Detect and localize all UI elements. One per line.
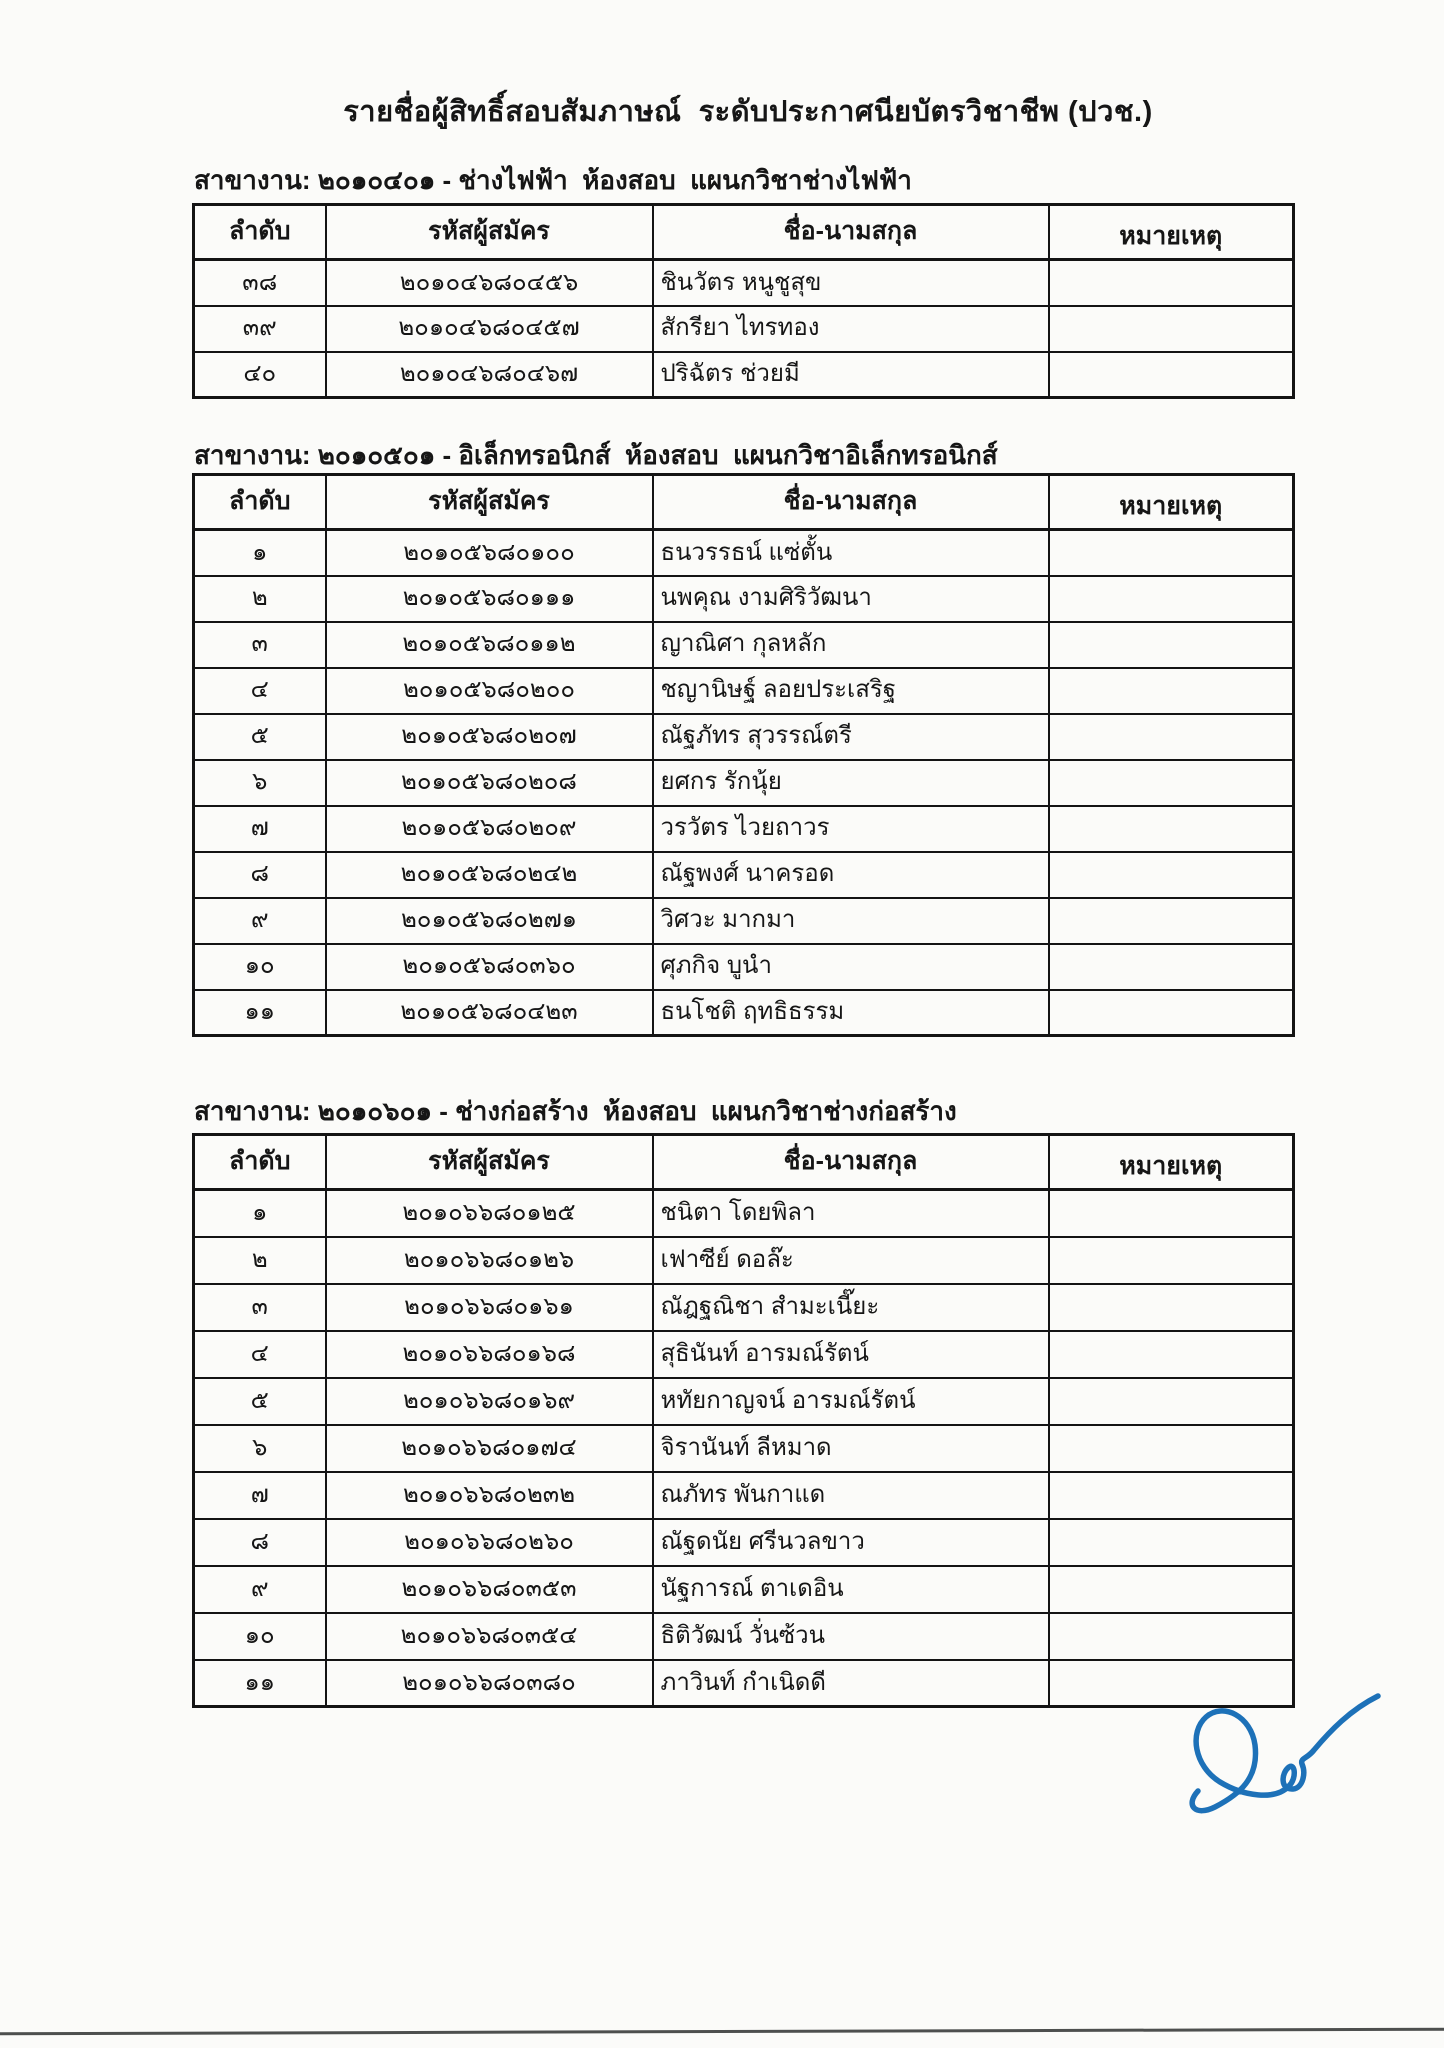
table-row: [194, 990, 1294, 1036]
row-name: สุธินันท์ อารมณ์รัตน์: [653, 1331, 1049, 1378]
table-row: [194, 806, 1294, 852]
row-no: ๓๙: [194, 306, 326, 352]
row-note: [1049, 898, 1294, 944]
table-row: [194, 530, 1294, 576]
row-code: ๒๐๑๐๖๖๘๐๑๖๘: [326, 1331, 653, 1378]
row-note: [1049, 1425, 1294, 1472]
header-row: [194, 1135, 1294, 1190]
row-name: ชนิตา โดยพิลา: [653, 1190, 1049, 1237]
section-construction: [192, 1096, 1294, 1708]
row-no: ๒: [194, 576, 326, 622]
row-note: [1049, 1378, 1294, 1425]
row-name: ธนวรรธน์ แซ่ตั้น: [653, 530, 1049, 576]
row-name: วรวัตร ไวยถาวร: [653, 806, 1049, 852]
row-name: ศุภกิจ บูนำ: [653, 944, 1049, 990]
row-name: ณภัทร พันกาแด: [653, 1472, 1049, 1519]
row-code: ๒๐๑๐๖๖๘๐๑๗๔: [326, 1425, 653, 1472]
row-name: ธนโชติ ฤทธิธรรม: [653, 990, 1049, 1036]
row-no: ๑๑: [194, 990, 326, 1036]
table-row: [194, 1284, 1294, 1331]
roster-table-electrical: [192, 203, 1295, 399]
row-note: [1049, 352, 1294, 398]
row-name: จิรานันท์ ลีหมาด: [653, 1425, 1049, 1472]
row-no: ๘: [194, 1519, 326, 1566]
row-note: [1049, 1472, 1294, 1519]
row-no: ๖: [194, 1425, 326, 1472]
table-row: [194, 1566, 1294, 1613]
row-no: ๗: [194, 1472, 326, 1519]
col-header-name: ชื่อ-นามสกุล: [653, 205, 1049, 260]
row-no: ๔: [194, 668, 326, 714]
col-header-code: รหัสผู้สมัคร: [326, 1135, 653, 1190]
row-note: [1049, 1519, 1294, 1566]
row-name: ณัฎฐณิชา สำมะเนี๊ยะ: [653, 1284, 1049, 1331]
row-no: ๓: [194, 622, 326, 668]
row-no: ๕: [194, 714, 326, 760]
row-code: ๒๐๑๐๕๖๘๐๑๑๒: [326, 622, 653, 668]
row-code: ๒๐๑๐๕๖๘๐๑๑๑: [326, 576, 653, 622]
row-no: ๕: [194, 1378, 326, 1425]
col-header-note: หมายเหตุ: [1049, 205, 1294, 260]
row-note: [1049, 260, 1294, 306]
row-code: ๒๐๑๐๔๖๘๐๔๕๖: [326, 260, 653, 306]
row-note: [1049, 1190, 1294, 1237]
row-note: [1049, 530, 1294, 576]
row-note: [1049, 668, 1294, 714]
row-code: ๒๐๑๐๕๖๘๐๒๗๑: [326, 898, 653, 944]
row-name: ชญานิษฐ์ ลอยประเสริฐ: [653, 668, 1049, 714]
row-no: ๗: [194, 806, 326, 852]
row-no: ๙: [194, 1566, 326, 1613]
row-code: ๒๐๑๐๖๖๘๐๒๖๐: [326, 1519, 653, 1566]
row-note: [1049, 1660, 1294, 1707]
row-name: นพคุณ งามศิริวัฒนา: [653, 576, 1049, 622]
row-code: ๒๐๑๐๖๖๘๐๓๘๐: [326, 1660, 653, 1707]
row-code: ๒๐๑๐๕๖๘๐๒๐๘: [326, 760, 653, 806]
row-code: ๒๐๑๐๕๖๘๐๒๐๐: [326, 668, 653, 714]
row-name: ญาณิศา กุลหลัก: [653, 622, 1049, 668]
col-header-no: ลำดับ: [194, 1135, 326, 1190]
row-no: ๖: [194, 760, 326, 806]
table-row: [194, 1331, 1294, 1378]
table-row: [194, 576, 1294, 622]
table-row: [194, 760, 1294, 806]
row-code: ๒๐๑๐๕๖๘๐๒๐๙: [326, 806, 653, 852]
row-no: ๘: [194, 852, 326, 898]
row-note: [1049, 1613, 1294, 1660]
row-note: [1049, 1566, 1294, 1613]
table-row: [194, 1519, 1294, 1566]
row-code: ๒๐๑๐๖๖๘๐๒๓๒: [326, 1472, 653, 1519]
table-row: [194, 944, 1294, 990]
row-name: ณัฐดนัย ศรีนวลขาว: [653, 1519, 1049, 1566]
row-code: ๒๐๑๐๕๖๘๐๒๐๗: [326, 714, 653, 760]
roster-table-electronics: [192, 473, 1295, 1037]
col-header-note: หมายเหตุ: [1049, 1135, 1294, 1190]
row-no: ๙: [194, 898, 326, 944]
table-row: [194, 260, 1294, 306]
header-row: [194, 475, 1294, 530]
row-note: [1049, 714, 1294, 760]
row-code: ๒๐๑๐๖๖๘๐๓๕๓: [326, 1566, 653, 1613]
table-row: [194, 1378, 1294, 1425]
row-name: ยศกร รักนุ้ย: [653, 760, 1049, 806]
row-note: [1049, 852, 1294, 898]
row-name: เฟาซีย์ ดอล๊ะ: [653, 1237, 1049, 1284]
row-no: ๑๐: [194, 1613, 326, 1660]
row-note: [1049, 306, 1294, 352]
table-row: [194, 1660, 1294, 1707]
roster-table-construction: [192, 1133, 1295, 1708]
row-code: ๒๐๑๐๕๖๘๐๒๔๒: [326, 852, 653, 898]
row-note: [1049, 622, 1294, 668]
section-electronics: [192, 440, 1294, 1037]
col-header-no: ลำดับ: [194, 475, 326, 530]
row-name: ณัฐภัทร สุวรรณ์ตรี: [653, 714, 1049, 760]
section-label-construction: สาขางาน: ๒๐๑๐๖๐๑ - ช่างก่อสร้าง ห้องสอบ แผนกวิชาช่างก่อสร้าง: [194, 1096, 957, 1126]
table-row: [194, 898, 1294, 944]
table-row: [194, 852, 1294, 898]
row-note: [1049, 1331, 1294, 1378]
table-row: [194, 352, 1294, 398]
table-row: [194, 306, 1294, 352]
row-no: ๓๘: [194, 260, 326, 306]
col-header-no: ลำดับ: [194, 205, 326, 260]
section-electrical: [192, 165, 1294, 399]
row-no: ๑: [194, 1190, 326, 1237]
row-name: ธิติวัฒน์ วั่นซ้วน: [653, 1613, 1049, 1660]
row-no: ๒: [194, 1237, 326, 1284]
row-note: [1049, 760, 1294, 806]
row-code: ๒๐๑๐๔๖๘๐๔๖๗: [326, 352, 653, 398]
table-row: [194, 1190, 1294, 1237]
row-note: [1049, 806, 1294, 852]
col-header-note: หมายเหตุ: [1049, 475, 1294, 530]
row-code: ๒๐๑๐๖๖๘๐๓๕๔: [326, 1613, 653, 1660]
row-name: ชินวัตร หนูชูสุข: [653, 260, 1049, 306]
col-header-name: ชื่อ-นามสกุล: [653, 1135, 1049, 1190]
row-note: [1049, 990, 1294, 1036]
table-row: [194, 1472, 1294, 1519]
col-header-name: ชื่อ-นามสกุล: [653, 475, 1049, 530]
table-row: [194, 1613, 1294, 1660]
row-note: [1049, 1237, 1294, 1284]
row-name: หทัยกาญจน์ อารมณ์รัตน์: [653, 1378, 1049, 1425]
row-code: ๒๐๑๐๔๖๘๐๔๕๗: [326, 306, 653, 352]
col-header-code: รหัสผู้สมัคร: [326, 205, 653, 260]
row-note: [1049, 1284, 1294, 1331]
row-name: วิศวะ มากมา: [653, 898, 1049, 944]
row-no: ๔: [194, 1331, 326, 1378]
row-name: สักรียา ไทรทอง: [653, 306, 1049, 352]
row-code: ๒๐๑๐๕๖๘๐๓๖๐: [326, 944, 653, 990]
row-name: ณัฐพงศ์ นาครอด: [653, 852, 1049, 898]
row-no: ๑: [194, 530, 326, 576]
row-name: นัฐการณ์ ตาเดอิน: [653, 1566, 1049, 1613]
table-row: [194, 1237, 1294, 1284]
section-label-electronics: สาขางาน: ๒๐๑๐๕๐๑ - อิเล็กทรอนิกส์ ห้องสอบ แผนกวิชาอิเล็กทรอนิกส์: [194, 440, 998, 470]
row-code: ๒๐๑๐๕๖๘๐๑๐๐: [326, 530, 653, 576]
section-label-electrical: สาขางาน: ๒๐๑๐๔๐๑ - ช่างไฟฟ้า ห้องสอบ แผนกวิชาช่างไฟฟ้า: [194, 165, 912, 195]
row-code: ๒๐๑๐๖๖๘๐๑๖๑: [326, 1284, 653, 1331]
row-code: ๒๐๑๐๕๖๘๐๔๒๓: [326, 990, 653, 1036]
row-name: ปริฉัตร ช่วยมี: [653, 352, 1049, 398]
row-no: ๓: [194, 1284, 326, 1331]
row-no: ๑๐: [194, 944, 326, 990]
table-row: [194, 668, 1294, 714]
handwritten-signature: [1182, 1693, 1440, 1831]
row-code: ๒๐๑๐๖๖๘๐๑๖๙: [326, 1378, 653, 1425]
row-note: [1049, 944, 1294, 990]
col-header-code: รหัสผู้สมัคร: [326, 475, 653, 530]
table-row: [194, 714, 1294, 760]
table-row: [194, 622, 1294, 668]
header-row: [194, 205, 1294, 260]
page-title: รายชื่อผู้สิทธิ์สอบสัมภาษณ์ ระดับประกาศนียบัตรวิชาชีพ (ปวช.): [343, 96, 1153, 128]
row-code: ๒๐๑๐๖๖๘๐๑๒๕: [326, 1190, 653, 1237]
row-name: ภาวินท์ กำเนิดดี: [653, 1660, 1049, 1707]
row-note: [1049, 576, 1294, 622]
row-code: ๒๐๑๐๖๖๘๐๑๒๖: [326, 1237, 653, 1284]
table-row: [194, 1425, 1294, 1472]
row-no: ๔๐: [194, 352, 326, 398]
row-no: ๑๑: [194, 1660, 326, 1707]
scan-edge-line: [0, 2028, 1444, 2036]
